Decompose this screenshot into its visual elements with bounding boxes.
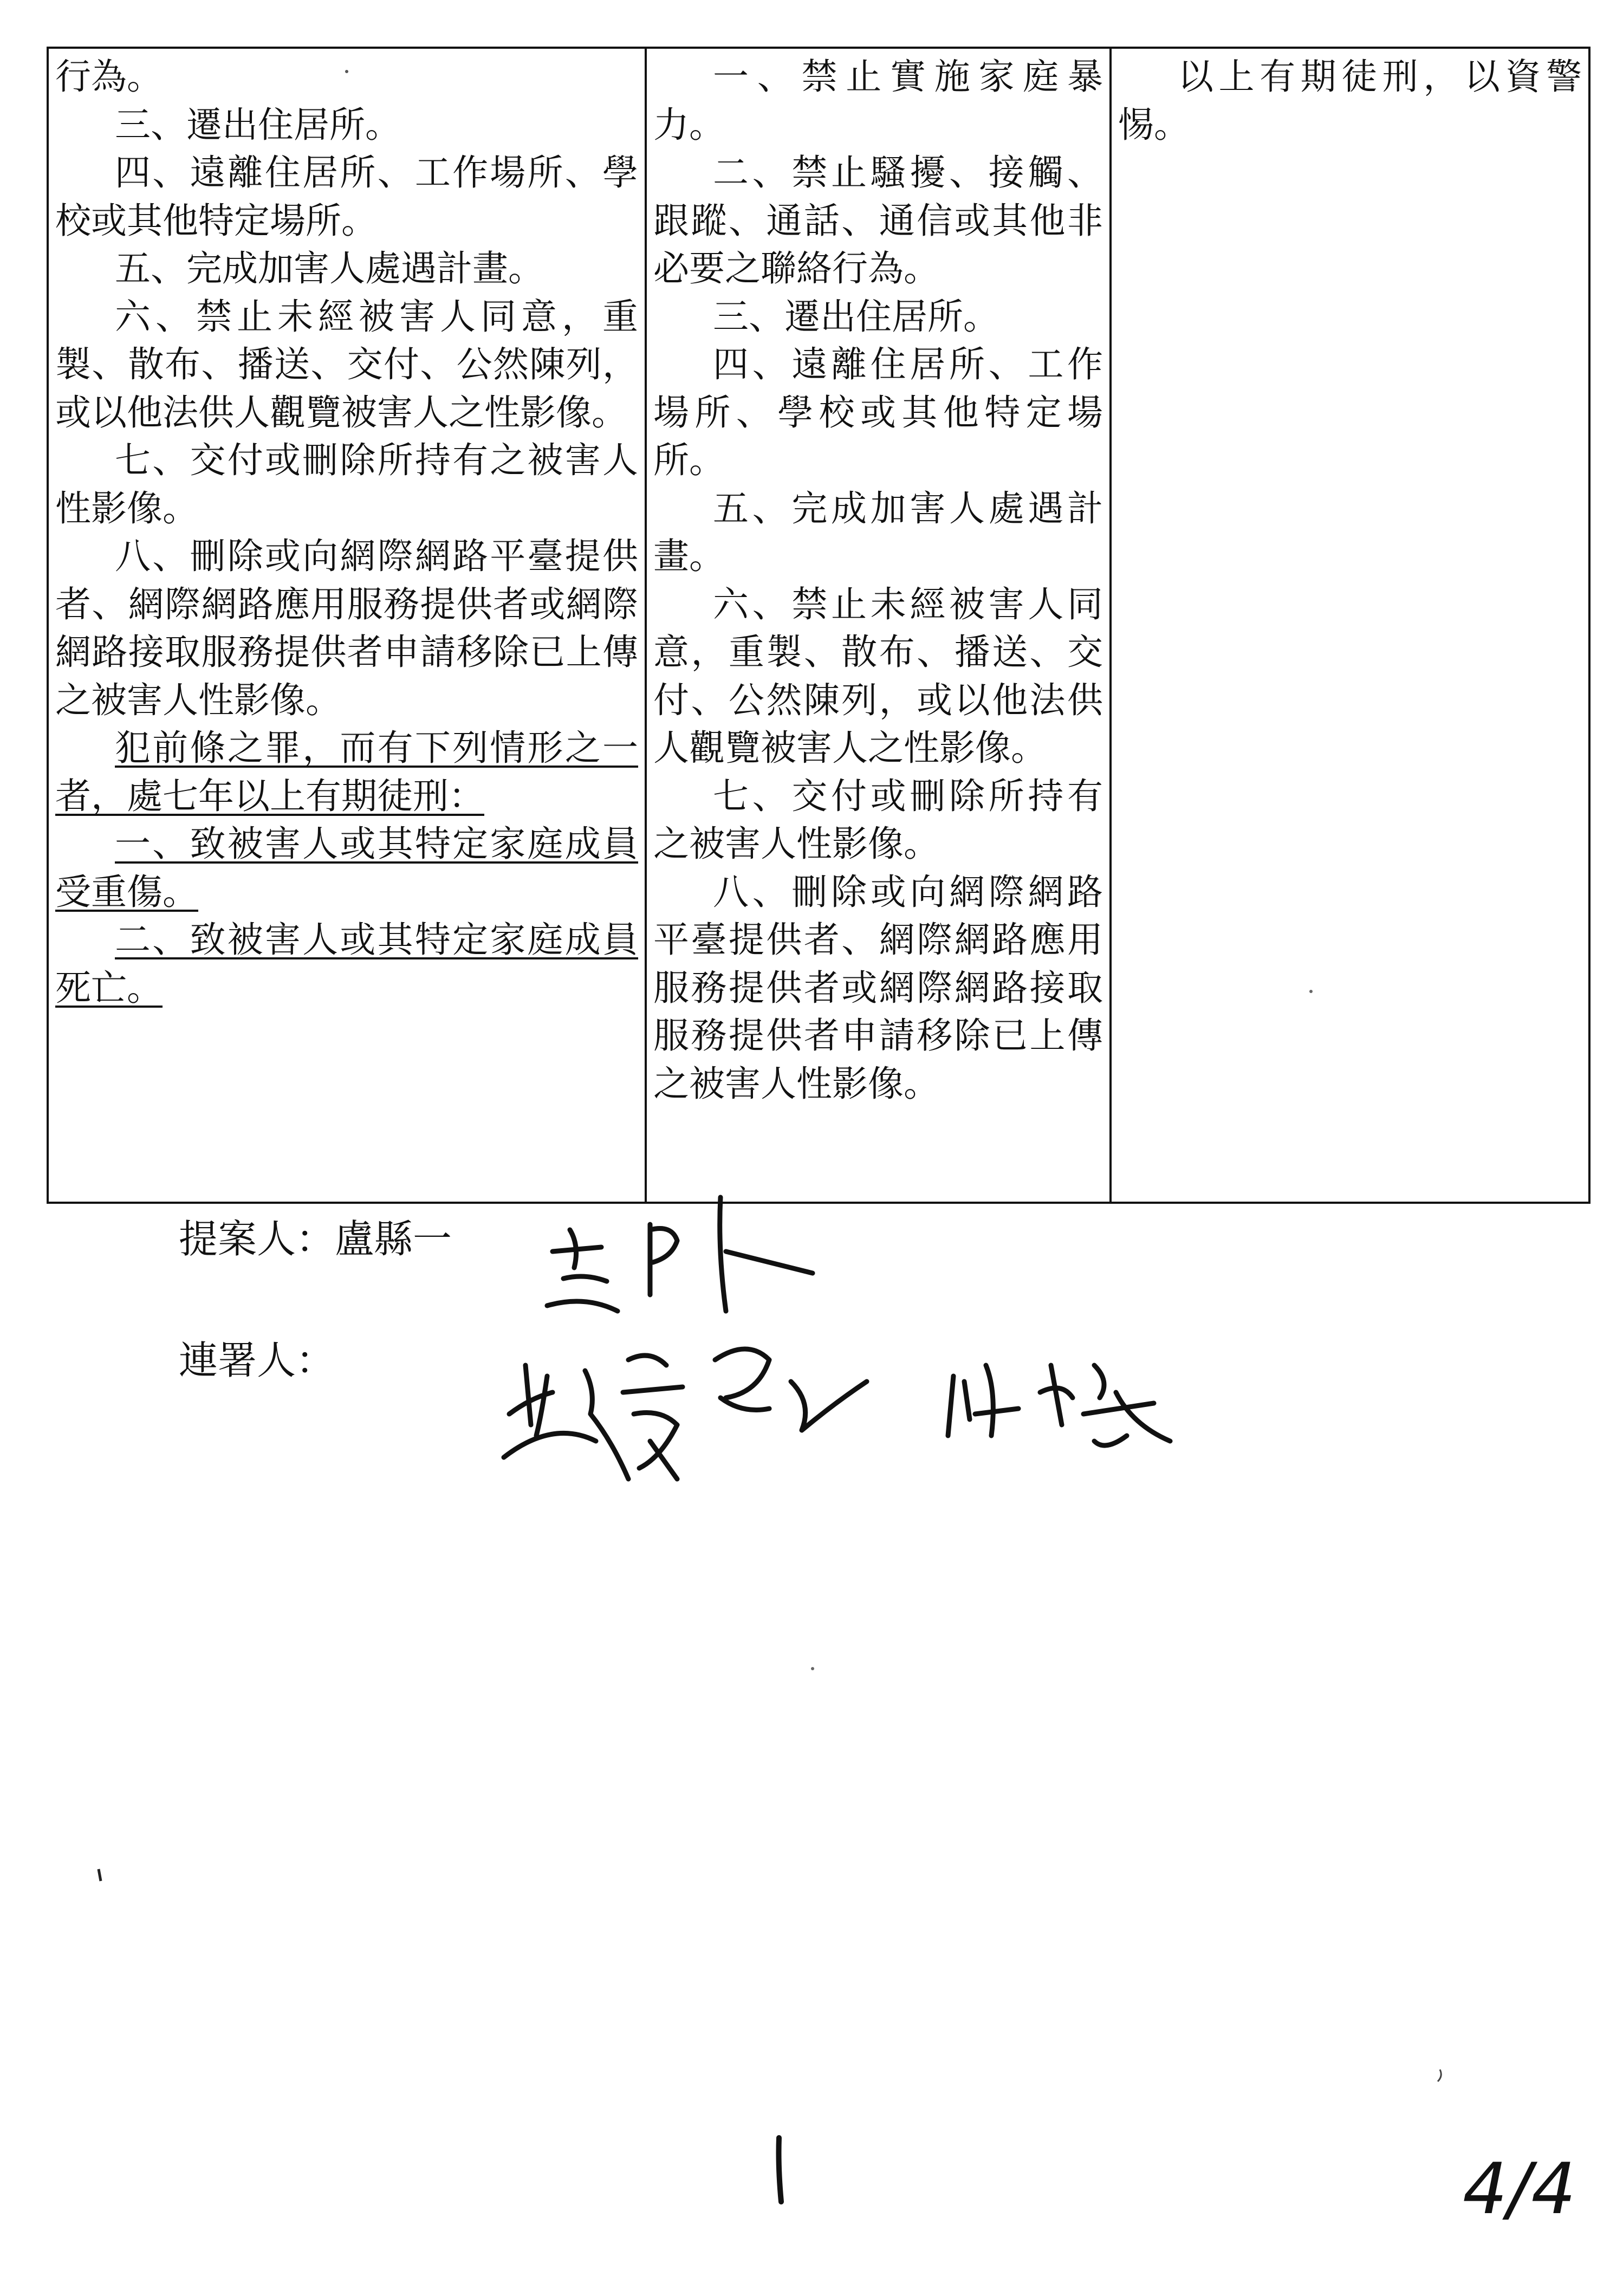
col1-paragraph: 五、完成加害人處遇計畫。: [115, 248, 544, 289]
proposer-label: 提案人：: [179, 1216, 335, 1262]
col1-paragraph: [55, 820, 638, 916]
col1-paragraph: 七、交付或刪除所持有之被害人性影像。: [55, 439, 638, 529]
page-number: 4/4: [1463, 2148, 1576, 2230]
proposer-name: 盧縣一: [335, 1216, 452, 1262]
col1-paragraph: [55, 724, 638, 820]
col2-paragraph: 五、完成加害人處遇計畫。: [653, 487, 1103, 577]
page-mark-stroke: [769, 2135, 791, 2205]
col2-paragraph: 一、禁止實施家庭暴力。: [653, 56, 1103, 146]
col1-paragraph: 八、刪除或向網際網路平臺提供者、網際網路應用服務提供者或網際網路接取服務提供者申請移除已上傳之被害人性影像。: [55, 535, 638, 721]
comparison-table: [47, 47, 1590, 1204]
column-explanation: [1111, 48, 1589, 1203]
underlined-text: 犯前條之罪，而有下列情形之一者，處七年以上有期徒刑：: [55, 727, 638, 817]
underlined-text: 二、致被害人或其特定家庭成員死亡。: [55, 919, 638, 1009]
col3-paragraph: 以上有期徒刑，以資警惕。: [1118, 56, 1582, 146]
col1-paragraph: 六、禁止未經被害人同意，重製、散布、播送、交付、公然陳列，或以他法供人觀覽被害人之性影像。: [55, 295, 638, 433]
col2-paragraph: 八、刪除或向網際網路平臺提供者、網際網路應用服務提供者或網際網路接取服務提供者申請移除已上傳之被害人性影像。: [653, 871, 1103, 1105]
col2-paragraph: 七、交付或刪除所持有之被害人性影像。: [653, 775, 1103, 865]
amended-paragraphs: [55, 53, 638, 1012]
col2-paragraph: 六、禁止未經被害人同意，重製、散布、播送、交付、公然陳列，或以他法供人觀覽被害人之性影像。: [653, 583, 1103, 769]
col1-paragraph: 四、遠離住居所、工作場所、學校或其他特定場所。: [55, 152, 638, 242]
explanation-paragraphs: [1118, 53, 1582, 149]
column-current-text: [646, 48, 1111, 1203]
proposer-line: [179, 1215, 452, 1263]
cosigner-line: [179, 1336, 335, 1385]
col1-paragraph: 行為。: [55, 56, 163, 98]
col2-paragraph: 二、禁止騷擾、接觸、跟蹤、通話、通信或其他非必要之聯絡行為。: [653, 152, 1103, 289]
handwritten-signature: [488, 1186, 1246, 1490]
col2-paragraph: 四、遠離住居所、工作場所、學校或其他特定場所。: [653, 343, 1103, 481]
underlined-text: 一、致被害人或其特定家庭成員受重傷。: [55, 823, 638, 913]
cosigner-label: 連署人：: [179, 1338, 335, 1383]
col1-paragraph: [55, 916, 638, 1012]
col1-paragraph: 三、遷出住居所。: [115, 103, 401, 146]
column-amended-text: [48, 48, 646, 1203]
col2-paragraph: 三、遷出住居所。: [713, 295, 999, 338]
current-paragraphs: [653, 53, 1103, 1108]
